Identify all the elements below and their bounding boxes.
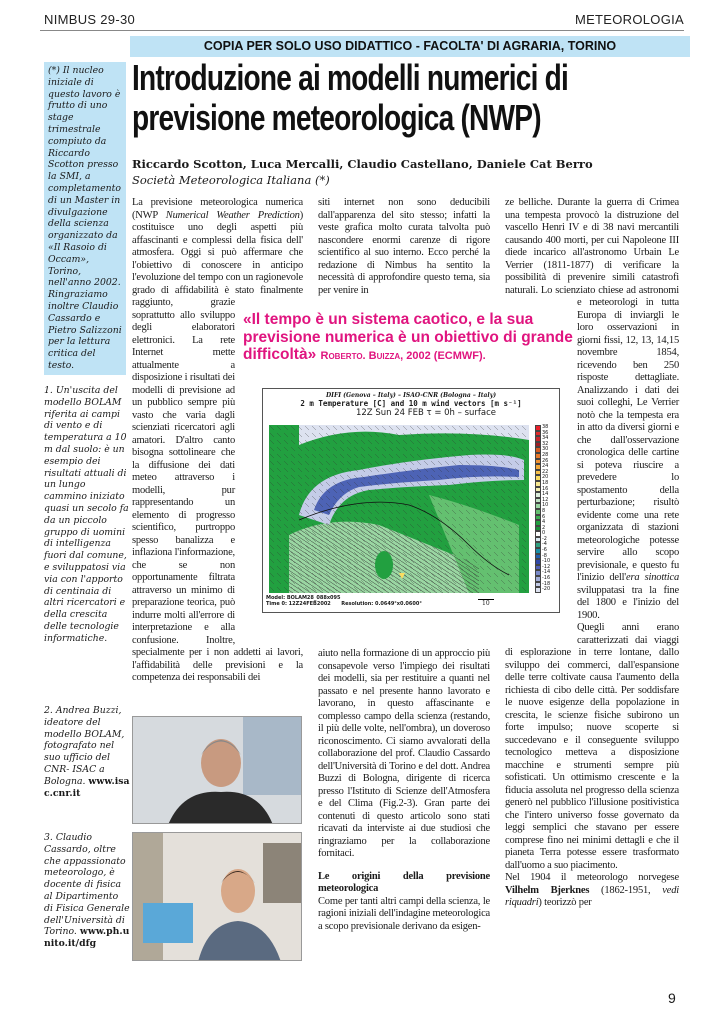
colorbar-label: 34: [542, 435, 549, 442]
figure-3-caption: [44, 832, 130, 950]
colorbar-label: -4: [542, 541, 547, 548]
colorbar-label: 4: [542, 519, 546, 526]
colorbar-label: 20: [542, 474, 549, 481]
photo-andrea-buzzi: [132, 716, 302, 824]
map-title-time: 12Z Sun 24 FEB τ = 0h – surface: [355, 408, 497, 418]
affiliation: Società Meteorologica Italiana (*): [132, 173, 330, 187]
text-italic: Numerical Weather Prediction: [165, 209, 300, 221]
text: ) costituisce uno degli aspetti più affascinanti e complessi della fisica dell' atmosfera. Oggi si può affermare che l'obiettivo di conoscere in anticipo l'evoluzione del tempo con un ragionevole grado di affidabilità è: [132, 209, 303, 296]
colorbar-label: 28: [542, 451, 549, 458]
colorbar-step: [535, 587, 557, 593]
corsica: [375, 551, 393, 579]
column-1-top: [132, 197, 303, 296]
colorbar-label: 38: [542, 424, 549, 430]
paragraph: Come per tanti altri campi della scienza, le ragioni iniziali dell'indagine meteorologica a scopo previsionale derivano da esigen-: [318, 895, 490, 932]
copyright-banner: COPIA PER SOLO USO DIDATTICO - FACOLTA' DI AGRARIA, TORINO: [130, 36, 690, 57]
colorbar: [535, 425, 557, 593]
paragraph: Quegli anni erano caratterizzati dai viaggi di esplorazione in terre lontane, dallo sviluppo dei commerci, dall'espansione delle terre coltivate causa l'aumento della richiesta di cibo delle città. Per soddisfare le nuove esigenze della popolazione in crescita, le scienze fisiche subirono un forte impulso; nuove scoperte si succedevano e il conseguente sviluppo tecnologico metteva a disposizione macchine e strumenti sempre più sofisticati. Un ottimismo crescente e la fiducia assoluta nel progresso della scienza generò nel pubblico l'illusione positivistica che l'intero universo fosse governato da leggi semplici che stavano per essere comprese fino nei minimi dettagli e che il pianeta Terra potesse essere trasformato dall'uomo a suo piacimento.: [505, 622, 679, 871]
colorbar-label: -2: [542, 535, 547, 542]
pull-quote: [243, 311, 573, 366]
colorbar-label: -12: [542, 563, 551, 570]
column-3-bottom: l'inizio del 1900.: [577, 597, 679, 621]
text-bold: Vilhelm Bjerknes: [505, 884, 590, 896]
colorbar-label: -16: [542, 575, 551, 582]
init-time: Time 0: 12Z24FEB2002: [266, 601, 331, 607]
journal-name: NIMBUS 29-30: [44, 12, 136, 27]
figure-2-caption: [44, 705, 130, 799]
colorbar-label: -18: [542, 580, 551, 587]
caption-text: 3. Claudio Cassardo, oltre che appassionato meteorologo, è docente di fisica al Dipartimento di Fisica Generale dell'Università di Torino.: [44, 832, 130, 938]
footnote-box: (*) Il nucleo iniziale di questo lavoro è frutto di uno stage trimestrale compiuto da Riccardo Scotton presso la SMI, a completamento di un Master in divulgazione della scienza organizzato da «Il Rasoio di Occam», Torino, nell'anno 2002. Ringraziamo inoltre Claudio Cassardo e Pietro Salizzoni per la lettura critica del testo.: [44, 62, 126, 375]
resolution: Resolution: 0.0649°x0.0600°: [341, 601, 422, 607]
colorbar-label: 14: [542, 491, 549, 498]
person-photo-icon: [133, 833, 302, 961]
article-title: Introduzione ai modelli numerici di previsione meteorologica (NWP): [132, 57, 569, 138]
colorbar-label: 2: [542, 524, 546, 531]
colorbar-label: -20: [542, 586, 551, 593]
colorbar-label: -8: [542, 552, 547, 559]
colorbar-label: 22: [542, 468, 549, 475]
header-divider: [40, 30, 684, 31]
person-photo-icon: [133, 717, 302, 824]
column-3-top: ze belliche. Durante la guerra di Crimea una tempesta provocò la distruzione del vascello Henri IV e di 38 navi mercantili causando 400 morti, per cui Napoleone III diede incarico all'astronomo Urbain Le Verrier (1811-1877) di verificare la possibilità di prevenire simili catastrofi naturali. Lo: [505, 197, 679, 296]
colorbar-label: 18: [542, 479, 549, 486]
text: (1862-1951,: [589, 884, 663, 896]
model-name: Model: BOLAM28_088x095: [266, 595, 341, 601]
colorbar-label: 6: [542, 513, 546, 520]
figure-1-caption: 1. Un'uscita del modello BOLAM riferita ai campi di vento e di temperatura a 10 m dal suolo: è un esempio dei risultati attuali di un lungo cammino iniziato quasi un secolo fa da un piccolo gruppo di uomini di intelligenza fuori dal comune, e sviluppatosi via via con l'apporto di centinaia di altri ricercatori e della crescita delle tecnologie informatiche.: [44, 385, 129, 644]
colorbar-label: -10: [542, 558, 551, 565]
map-footer: [266, 595, 422, 607]
authors: Riccardo Scotton, Luca Mercalli, Claudio Castellano, Daniele Cat Berro: [132, 157, 593, 171]
text-italic: vedi riquadri: [505, 884, 679, 908]
colorbar-label: -6: [542, 547, 547, 554]
column-1-middle: stato finalmente raggiunto, grazie soprattutto allo sviluppo degli elaboratori elettronici. La rete Internet mette attualmente a disposizione i risultati dei modelli di previsione ad un pubblico sempre più vasto che varia dagli scienziati ricercatori agli amatori. D'altro canto bisogna sottolineare che la diffusione dei dati meteo attraverso i modelli, pur rappresentando un elemento di progresso scientifico, purtroppo spesso banalizza e inflaziona l'informazione, che se non opportunamente filtrata attraverso un minimo di preparazione teorica, può indurre molti: [132, 284, 303, 621]
column-1-bottom: all'errore di interpretazione e alla confusione. Inoltre, specialmente per i non addetti ai lavori, l'affidabilità delle previsioni e la competenza dei responsabili dei: [132, 609, 303, 683]
text: sviluppatasi tra la fine del 1800 e: [577, 584, 679, 608]
quote-text: «Il tempo è un sistema caotico, e la sua previsione numerica è un obiettivo di grande difficoltà»: [243, 311, 573, 363]
text: ) teorizzò per: [538, 897, 592, 908]
caption-text: 2. Andrea Buzzi, ideatore del modello BOLAM, fotografato nel suo ufficio del CNR- ISAC a Bologna.: [44, 705, 125, 787]
vector-reference: 10: [478, 599, 494, 607]
temperature-wind-map: [269, 425, 529, 593]
paragraph: [505, 872, 679, 910]
colorbar-label: 36: [542, 429, 549, 436]
colorbar-label: 10: [542, 502, 549, 509]
paragraph: aiuto nella formazione di un approccio più consapevole verso l'impiego dei risultati dei modelli, sia per restituire a quanti nel passato e nel presente hanno lavorato e lavorano, in questo affascinante e complesso campo della scienza (restando, il più delle volte, nell'ombra), un doveroso riconoscimento. Ci siamo avvalorati della collaborazione del prof. Claudio Cassardo dell'Università di Torino e del dott. Andrea Buzzi di Bologna, dirigente di ricerca presso l'Istituto di Scienze dell'Atmosfera e del Clima (Fig.2-3). Gran parte dei contenuti di questo articolo sono stati ricavati da interviste ai due studiosi che ringraziamo per la collaborazione fornitaci.: [318, 648, 490, 859]
colorbar-label: 12: [542, 496, 549, 503]
colorbar-label: 32: [542, 440, 549, 447]
colorbar-label: 30: [542, 446, 549, 453]
link-isac[interactable]: www.isac.cnr.it: [44, 775, 130, 799]
quote-source: Roberto. Buizza, 2002 (ECMWF).: [320, 350, 486, 362]
text-italic: era sinottica: [626, 572, 679, 583]
text: La previsione meteorologica numerica (NWP: [132, 197, 303, 221]
column-2-top: siti internet non sono deducibili dall'apparenza del sito stesso; infatti la veste grafica molto curata talvolta può nascondere enormi carenze di rigore scientifico al suo interno. Ecco perché la redazione di Nimbus ha sentito la necessità di approfondire questo tema, sia per venire in: [318, 197, 490, 296]
colorbar-label: 24: [542, 463, 549, 470]
page-number: 9: [668, 990, 676, 1006]
colorbar-label: 16: [542, 485, 549, 492]
colorbar-swatch: [535, 587, 541, 593]
bolam-model-map: [262, 388, 560, 613]
section-heading: Le origini della previsione meteorologica: [318, 870, 490, 894]
colorbar-label: 0: [542, 530, 546, 537]
text: scienziato chiese ad astronomi e meteorologi in tutta Europa di inviargli le loro osservazioni in giorni fissi, 12, 13, 14,15 novembre 1854, ricevendo ben 250 risposte dettagliate. Analizzando i dati dei suoi colleghi, Le Verrier notò che la tempesta era in atto da diversi giorni e che dall'osservazione cronologica delle cartine si poteva riuscire a prevedere lo spostamento della perturbazione; risultò evidente come una rete organizzata di stazioni meteorologiche potesse servire allo scopo previsionale, e questo fu l'inizio dell': [555, 284, 679, 583]
map-title-variables: 2 m Temperature [C] and 10 m wind vectors [m s⁻¹]: [300, 399, 522, 408]
section-name: METEOROLOGIA: [574, 12, 684, 27]
column-2-bottom: [318, 648, 490, 933]
text: Nel 1904 il meteorologo norvegese: [505, 872, 679, 883]
photo-claudio-cassardo: [132, 832, 302, 961]
colorbar-label: -14: [542, 569, 551, 576]
colorbar-label: 26: [542, 457, 549, 464]
colorbar-label: 8: [542, 507, 546, 514]
link-unito[interactable]: www.ph.unito.it/dfg: [44, 926, 130, 950]
map-title-institutions: DIFI (Genova – Italy) – ISAO-CNR (Bologna – Italy): [325, 392, 497, 399]
